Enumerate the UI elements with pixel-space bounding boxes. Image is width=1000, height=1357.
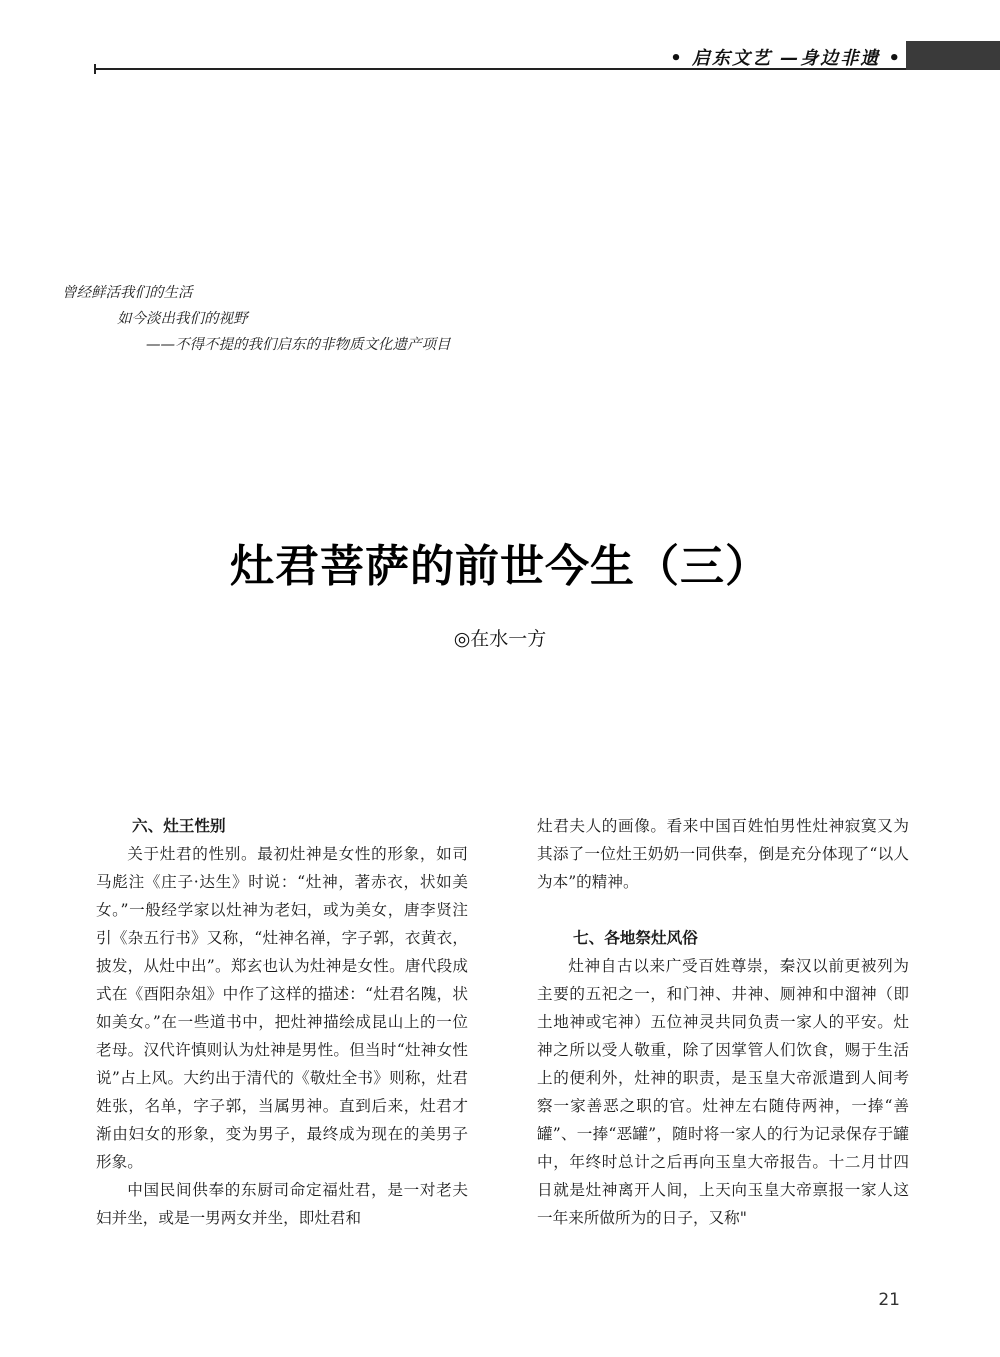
body-paragraph-continued: 灶君夫人的画像。看来中国百姓怕男性灶神寂寞又为其添了一位灶王奶奶一同供奉，倒是充分体现了“以人为本”的精神。	[537, 817, 909, 891]
section-heading: 六、灶王性别	[132, 817, 226, 835]
running-header: • 启东文艺 —身边非遗 •	[670, 48, 902, 69]
epigraph-line: 如今淡出我们的视野	[117, 311, 248, 327]
body-paragraph: 中国民间供奉的东厨司命定福灶君，是一对老夫妇并坐，或是一男两女并坐，即灶君和	[96, 1181, 468, 1227]
article-title: 灶君菩萨的前世今生（三）	[230, 541, 770, 592]
section-heading: 七、各地祭灶风俗	[573, 929, 698, 947]
right-column	[537, 812, 909, 1232]
page-number: 21	[878, 1290, 900, 1310]
header-rule-tick	[94, 64, 96, 74]
epigraph-line: 曾经鲜活我们的生活	[62, 285, 193, 301]
epigraph-line: ——不得不提的我们启东的非物质文化遗产项目	[146, 337, 451, 353]
section-spacer	[537, 896, 909, 924]
author-byline: ◎在水一方	[453, 628, 547, 650]
header-block	[906, 41, 1000, 70]
left-column	[96, 812, 468, 1232]
body-paragraph: 灶神自古以来广受百姓尊崇，秦汉以前更被列为主要的五祀之一，和门神、井神、厕神和中溜神（即土地神或宅神）五位神灵共同负责一家人的平安。灶神之所以受人敬重，除了因掌管人们饮食，赐于生活上的便利外，灶神的职责，是玉皇大帝派遣到人间考察一家善恶之职的官。灶神左右随侍两神，一捧“善罐”、一捧“恶罐”，随时将一家人的行为记录保存于罐中，年终时总计之后再向玉皇大帝报告。十二月廿四日就是灶神离开人间，上天向玉皇大帝禀报一家人这一年来所做所为的日子，又称"	[537, 957, 909, 1227]
body-paragraph: 关于灶君的性别。最初灶神是女性的形象，如司马彪注《庄子·达生》时说：“灶神，著赤衣，状如美女。”一般经学家以灶神为老妇，或为美女，唐李贤注引《杂五行书》又称，“灶神名禅，字子郭，衣黄衣，披发，从灶中出”。郑玄也认为灶神是女性。唐代段成式在《酉阳杂俎》中作了这样的描述：“灶君名隗，状如美女。”在一些道书中，把灶神描绘成昆山上的一位老母。汉代许慎则认为灶神是男性。但当时“灶神女性说”占上风。大约出于清代的《敬灶全书》则称，灶君姓张，名单，字子郭，当属男神。直到后来，灶君才渐由妇女的形象，变为男子，最终成为现在的美男子形象。	[96, 845, 468, 1171]
